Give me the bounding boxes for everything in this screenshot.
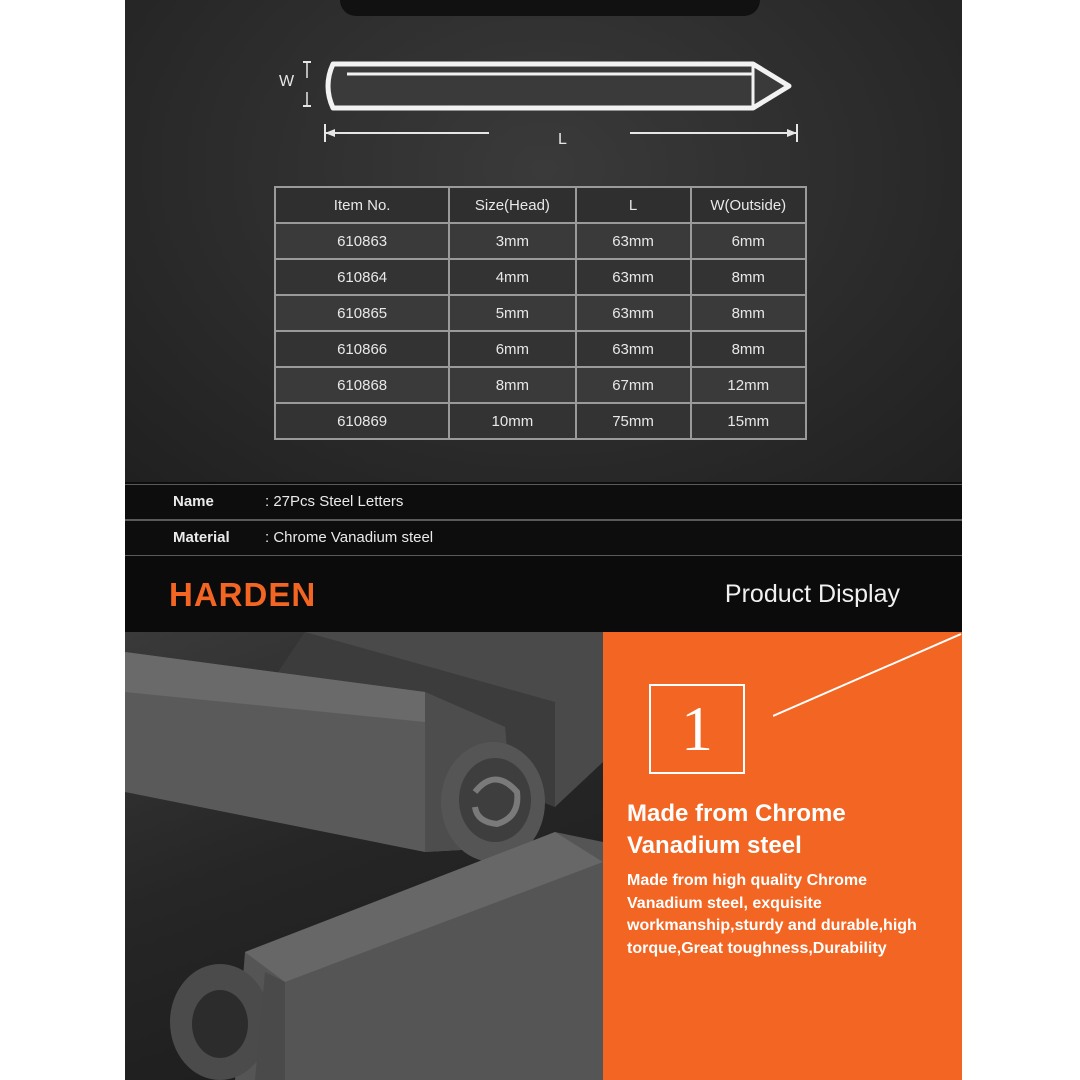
col-header-item-no: Item No. bbox=[275, 187, 449, 223]
col-header-size-head: Size(Head) bbox=[449, 187, 575, 223]
cell-length: 75mm bbox=[576, 403, 691, 439]
steel-punches-illustration bbox=[125, 632, 603, 1080]
cell-length: 63mm bbox=[576, 331, 691, 367]
cell-length: 67mm bbox=[576, 367, 691, 403]
name-row bbox=[125, 484, 962, 520]
cell-width-outside: 6mm bbox=[691, 223, 806, 259]
cell-size-head: 8mm bbox=[449, 367, 575, 403]
cell-size-head: 6mm bbox=[449, 331, 575, 367]
cell-item-no: 610868 bbox=[275, 367, 449, 403]
col-header-length: L bbox=[576, 187, 691, 223]
feature-title: Made from Chrome Vanadium steel bbox=[627, 800, 846, 859]
table-header-row bbox=[275, 187, 806, 223]
product-photo bbox=[125, 632, 603, 1080]
spec-table bbox=[274, 186, 807, 440]
l-dimension-label: L bbox=[558, 131, 567, 148]
material-value: : Chrome Vanadium steel bbox=[265, 529, 434, 546]
cell-item-no: 610865 bbox=[275, 295, 449, 331]
product-page bbox=[125, 0, 962, 1080]
cell-item-no: 610864 bbox=[275, 259, 449, 295]
cell-size-head: 4mm bbox=[449, 259, 575, 295]
cell-size-head: 10mm bbox=[449, 403, 575, 439]
cell-width-outside: 8mm bbox=[691, 259, 806, 295]
cell-width-outside: 8mm bbox=[691, 331, 806, 367]
material-label: Material bbox=[173, 529, 230, 546]
cell-width-outside: 8mm bbox=[691, 295, 806, 331]
name-label: Name bbox=[173, 493, 214, 510]
feature-card bbox=[603, 632, 962, 1080]
name-value: : 27Pcs Steel Letters bbox=[265, 493, 404, 510]
table-row bbox=[275, 259, 806, 295]
product-info-band bbox=[125, 482, 962, 556]
cell-item-no: 610863 bbox=[275, 223, 449, 259]
harden-logo: HARDEN bbox=[169, 576, 317, 613]
section-title: Product Display bbox=[724, 580, 900, 608]
punch-dimension-diagram bbox=[125, 0, 962, 170]
feature-description: Made from high quality Chrome Vanadium steel, exquisite workmanship,sturdy and durable,high torque,Great toughness,Durability bbox=[627, 872, 917, 957]
cell-size-head: 5mm bbox=[449, 295, 575, 331]
feature-number: 1 bbox=[649, 684, 745, 774]
decorative-line bbox=[773, 632, 962, 722]
cell-width-outside: 15mm bbox=[691, 403, 806, 439]
table-row bbox=[275, 223, 806, 259]
w-dimension-label: W bbox=[279, 73, 295, 90]
cell-item-no: 610866 bbox=[275, 331, 449, 367]
table-row bbox=[275, 367, 806, 403]
cell-length: 63mm bbox=[576, 295, 691, 331]
table-row bbox=[275, 403, 806, 439]
table-row bbox=[275, 331, 806, 367]
brand-header bbox=[125, 556, 962, 632]
spec-section bbox=[125, 0, 962, 482]
cell-width-outside: 12mm bbox=[691, 367, 806, 403]
col-header-width-outside: W(Outside) bbox=[691, 187, 806, 223]
table-row bbox=[275, 295, 806, 331]
cell-item-no: 610869 bbox=[275, 403, 449, 439]
cell-length: 63mm bbox=[576, 223, 691, 259]
material-row bbox=[125, 520, 962, 556]
cell-length: 63mm bbox=[576, 259, 691, 295]
cell-size-head: 3mm bbox=[449, 223, 575, 259]
